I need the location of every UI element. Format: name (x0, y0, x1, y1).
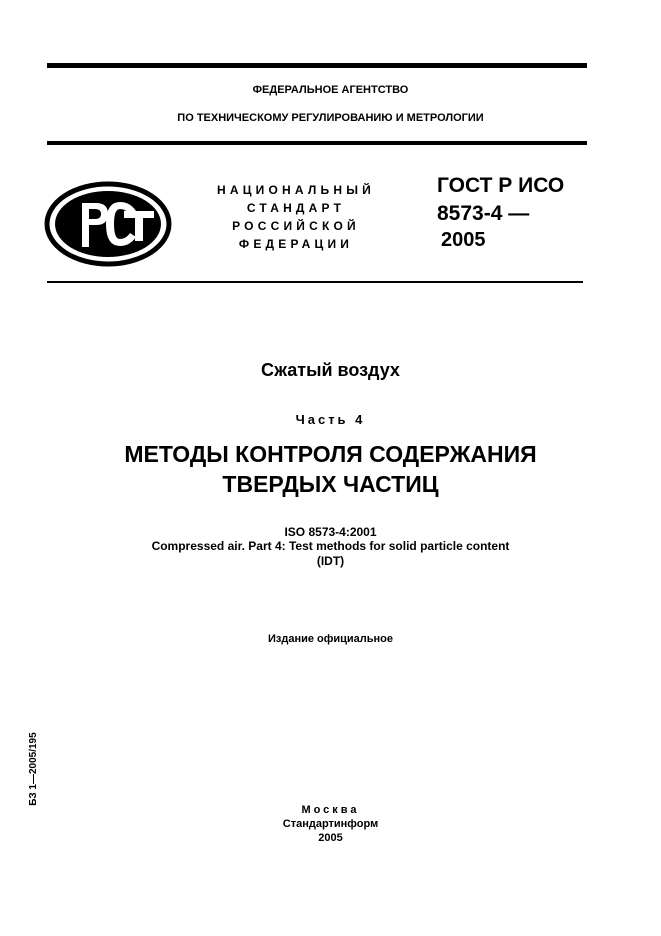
top-rule (47, 63, 587, 68)
footer-publisher: Стандартинформ (282, 818, 379, 830)
lower-rule (47, 281, 583, 283)
national-line-1: НАЦИОНАЛЬНЫЙ (216, 183, 376, 197)
national-line-3: РОССИЙСКОЙ (232, 219, 360, 233)
iso-english-title: Compressed air. Part 4: Test methods for solid particle content (151, 539, 510, 553)
agency-line-1: ФЕДЕРАЛЬНОЕ АГЕНТСТВО (252, 84, 409, 96)
designation-line-1: ГОСТ Р ИСО (437, 174, 565, 197)
designation-line-3: 2005 (441, 229, 486, 251)
side-code: БЗ 1—2005/195 (28, 732, 39, 806)
main-title-line-2: ТВЕРДЫХ ЧАСТИЦ (222, 471, 439, 497)
subject-title: Сжатый воздух (261, 360, 400, 380)
main-title-line-1: МЕТОДЫ КОНТРОЛЯ СОДЕРЖАНИЯ (124, 441, 537, 467)
iso-code: ISO 8573-4:2001 (284, 525, 377, 539)
designation-line-2: 8573-4 — (437, 202, 530, 225)
iso-idt: (IDT) (316, 554, 345, 568)
edition-label: Издание официальное (267, 633, 394, 645)
middle-rule (47, 141, 587, 145)
side-code-wrapper (28, 728, 42, 810)
footer-city: Москва (301, 804, 360, 816)
national-line-2: СТАНДАРТ (246, 201, 346, 215)
agency-line-2: ПО ТЕХНИЧЕСКОМУ РЕГУЛИРОВАНИЮ И МЕТРОЛОГИИ (177, 112, 484, 124)
part-label: Часть 4 (295, 412, 366, 427)
national-line-4: ФЕДЕРАЦИИ (238, 237, 354, 251)
footer-year: 2005 (318, 832, 343, 844)
rst-logo-icon (44, 181, 172, 267)
